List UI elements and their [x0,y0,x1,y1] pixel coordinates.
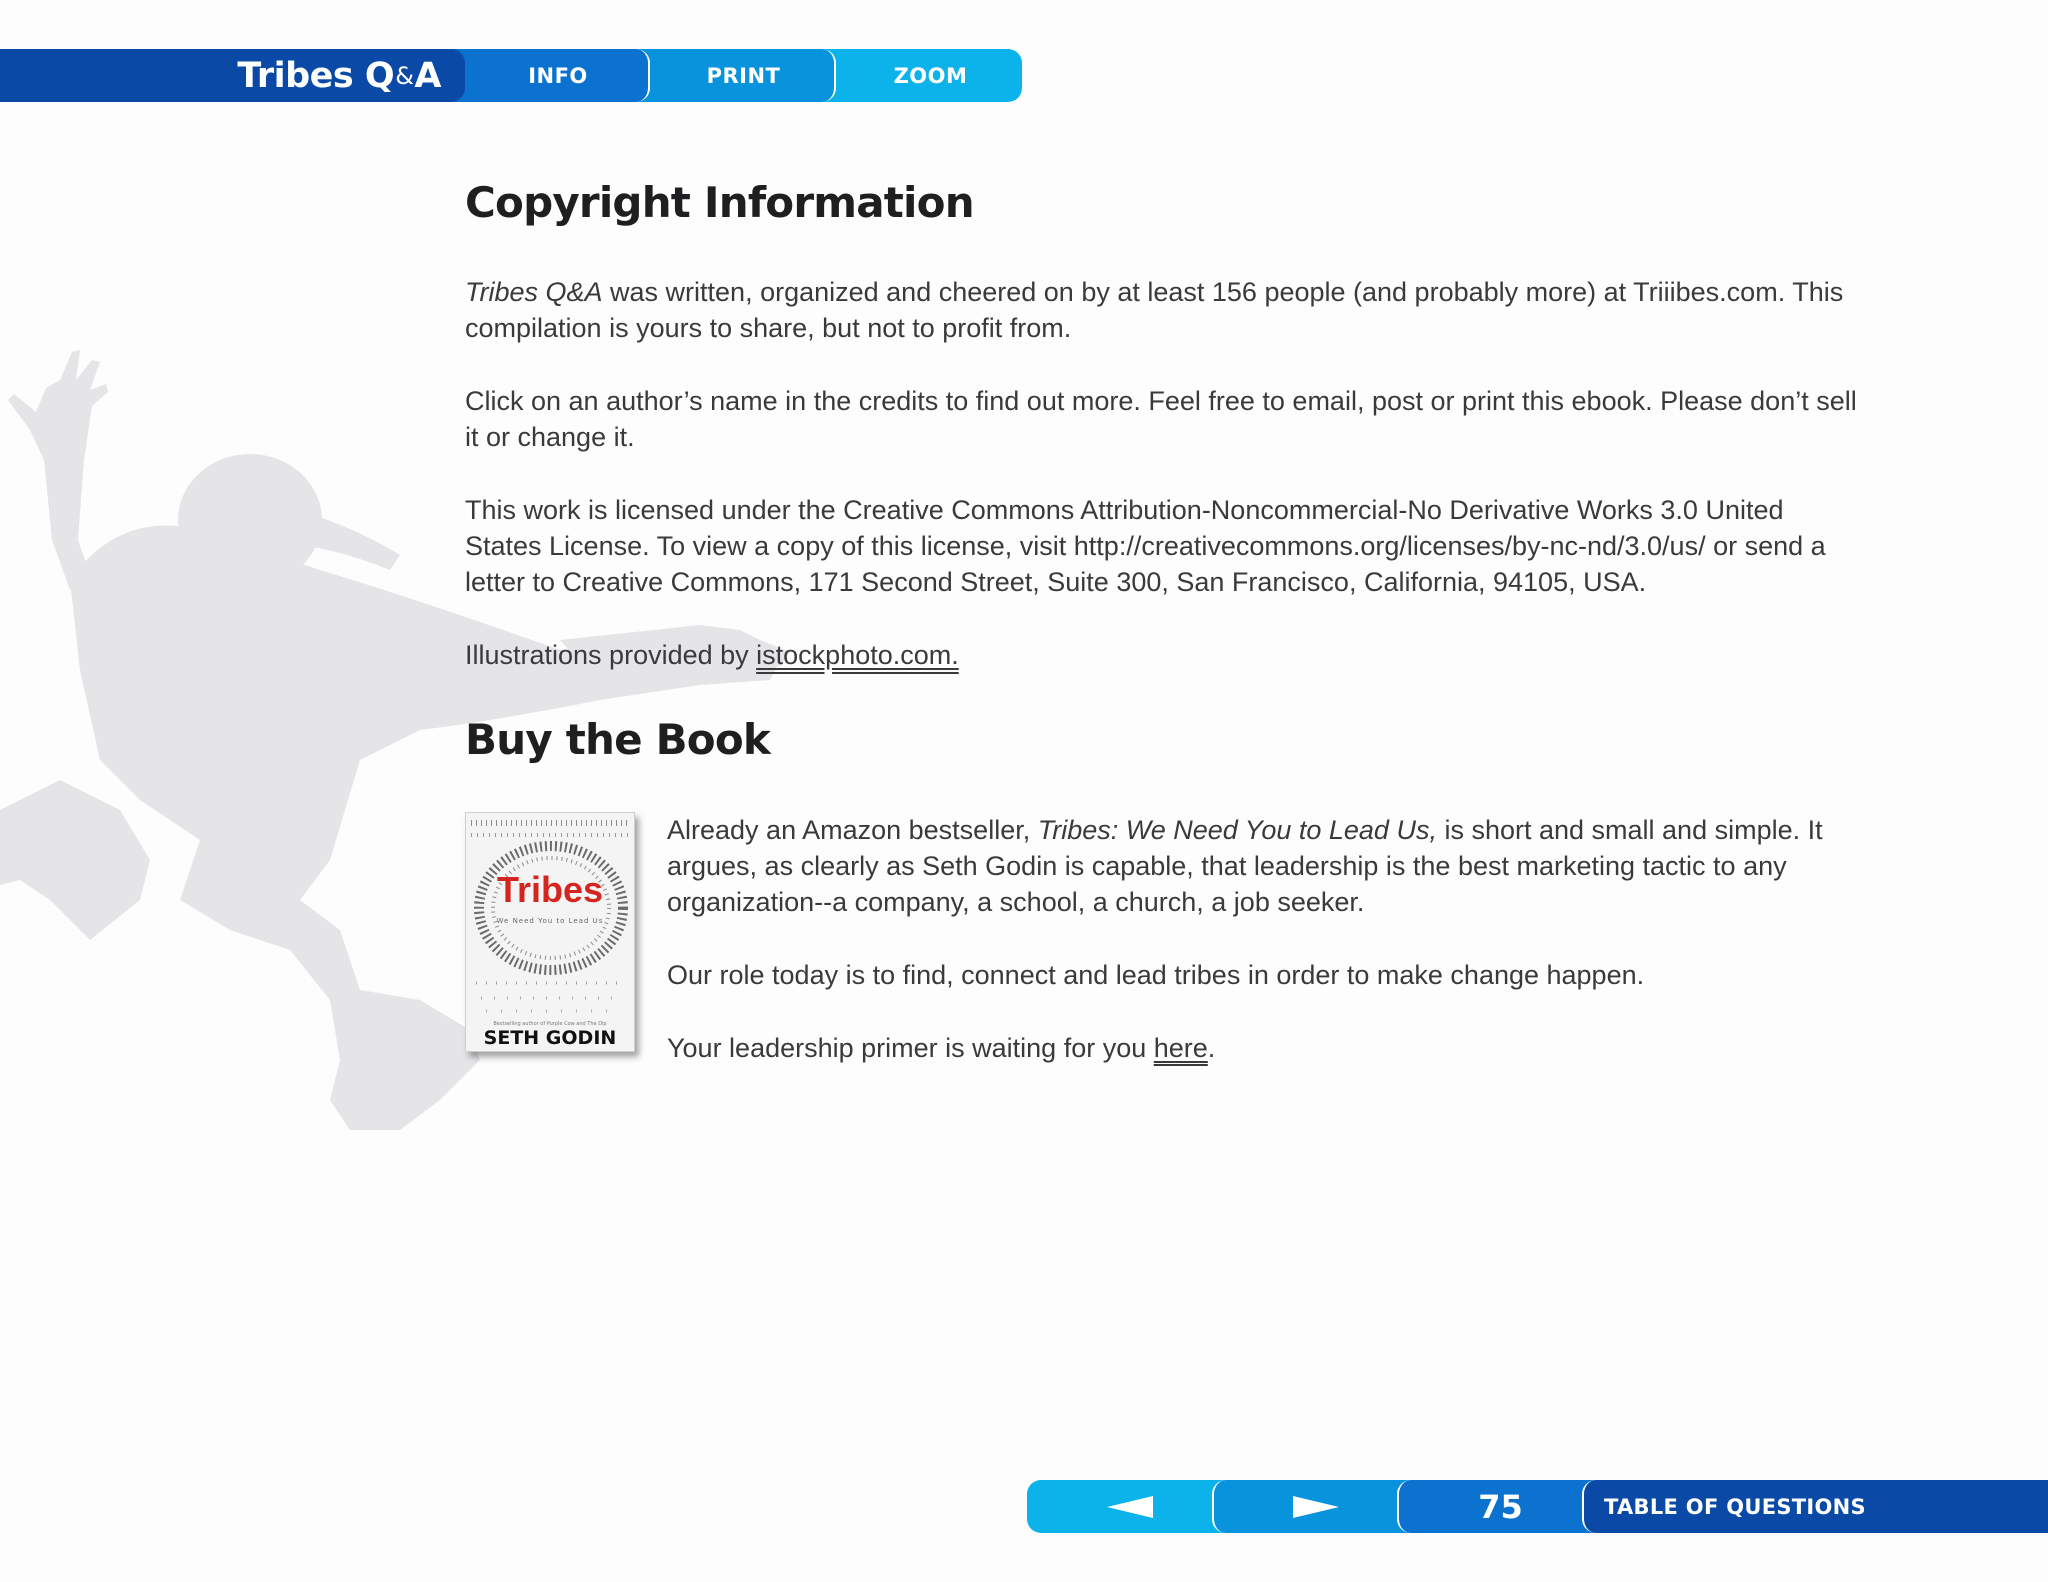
brand-ampersand: & [395,61,414,90]
book-cover-image[interactable] [465,812,635,1052]
istockphoto-link[interactable]: istockphoto.com. [756,640,959,671]
next-page-button[interactable] [1212,1480,1417,1533]
top-navigation [0,49,1022,102]
book-title-italic: Tribes Q&A [465,277,603,308]
book-description [667,812,1865,1103]
right-arrow-icon [1293,1496,1339,1518]
book-paragraph-2: Our role today is to find, connect and lead tribes in order to make change happen. [667,959,1645,990]
bottom-navigation [1027,1480,2048,1533]
copyright-paragraph-1 [465,274,1865,346]
print-button[interactable] [633,49,836,102]
brand-text: Tribes Q [237,55,395,96]
zoom-label: ZOOM [893,63,968,88]
book-paragraph-3-suffix: . [1207,1032,1216,1063]
buy-here-link[interactable]: here [1153,1032,1208,1063]
crowd-pattern-icon [466,813,635,1052]
illustrations-credit [465,637,1865,673]
book-paragraph-1-text: is short and small and simple. It argues, as clearly as Seth Godin is capable, that leadership is the best marketing tactic to any organization--a company, a school, a church, a job seeker. [667,814,1823,917]
page-number-value: 75 [1478,1487,1523,1526]
book-paragraph-3-text: Your leadership primer is waiting for you [667,1032,1154,1063]
buy-book-section [465,812,1865,1062]
license-paragraph: This work is licensed under the Creative Commons Attribution-Noncommercial-No Derivative Works 3.0 United States License. To view a copy of this license, visit http://creativecommons.org/licenses/by-nc-nd/3.0/us/ or send a letter to Creative Commons, 171 Second Street, Suite 300, San Francisco, California, 94105, USA. [465,495,1826,598]
page-number [1397,1480,1602,1533]
cover-author: SETH GODIN [483,1026,617,1049]
copyright-heading: Copyright Information [465,178,974,227]
table-of-questions-button[interactable] [1582,1480,2048,1533]
copyright-paragraph-1-text: was written, organized and cheered on by at least 156 people (and probably more) at Triiibes.com. This compilation is yours to share, but not to profit from. [465,277,1844,344]
print-label: PRINT [706,63,781,88]
copyright-paragraph-2: Click on an author’s name in the credits to find out more. Feel free to email, post or print this ebook. Please don’t sell it or change it. [465,386,1857,453]
book-full-title-italic: Tribes: We Need You to Lead Us, [1037,814,1437,845]
book-paragraph-3 [667,1030,1865,1066]
page-content [465,178,1865,1062]
brand-title[interactable] [0,49,465,102]
info-button[interactable] [448,49,650,102]
brand-text-end: A [414,55,441,96]
previous-page-button[interactable] [1027,1480,1232,1533]
info-label: INFO [528,63,588,88]
left-arrow-icon [1107,1496,1153,1518]
illustrations-credit-text: Illustrations provided by [465,640,757,671]
book-paragraph-1 [667,812,1865,920]
cover-subtitle: We Need You to Lead Us [496,916,604,925]
table-of-questions-label: TABLE OF QUESTIONS [1604,1494,1866,1519]
cover-tagline: Bestselling author of Purple Cow and The Dip [493,1020,607,1027]
book-paragraph-1-prefix: Already an Amazon bestseller, [667,814,1038,845]
buy-heading: Buy the Book [465,715,771,765]
zoom-button[interactable] [819,49,1022,102]
cover-title: Tribes [496,868,604,910]
